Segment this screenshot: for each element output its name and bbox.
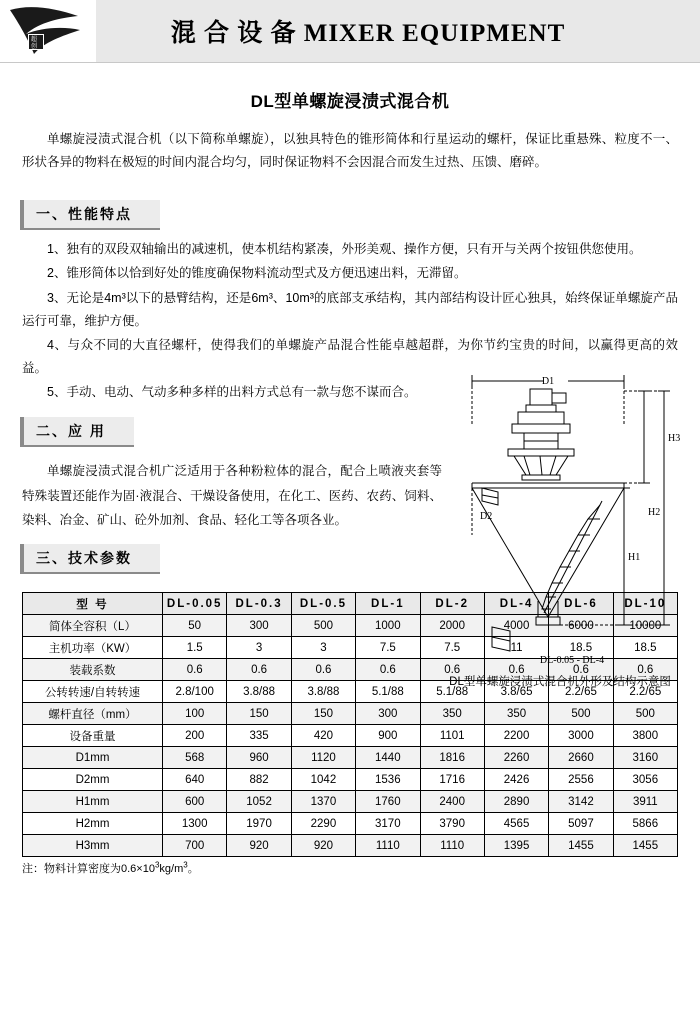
- table-cell: 1970: [227, 813, 291, 835]
- table-cell: 3800: [613, 725, 677, 747]
- table-header-cell: DL-4: [484, 593, 548, 615]
- table-cell: 0.6: [227, 659, 291, 681]
- row-label: 主机功率（KW）: [23, 637, 163, 659]
- table-cell: 335: [227, 725, 291, 747]
- table-cell: 7.5: [420, 637, 484, 659]
- page-title: DL型单螺旋浸渍式混合机: [250, 92, 450, 111]
- table-cell: 1042: [291, 769, 355, 791]
- table-cell: 2260: [484, 747, 548, 769]
- table-cell: 350: [420, 703, 484, 725]
- table-cell: 3: [291, 637, 355, 659]
- table-cell: 700: [163, 835, 227, 857]
- table-cell: 0.6: [356, 659, 420, 681]
- table-cell: 0.6: [613, 659, 677, 681]
- table-cell: 4565: [484, 813, 548, 835]
- table-cell: 500: [613, 703, 677, 725]
- section-heading-application: 二、应 用: [20, 417, 134, 447]
- table-cell: 150: [227, 703, 291, 725]
- row-label: 装载系数: [23, 659, 163, 681]
- table-cell: 1000: [356, 615, 420, 637]
- table-cell: 1716: [420, 769, 484, 791]
- table-cell: 3911: [613, 791, 677, 813]
- table-header-cell: DL-0.5: [291, 593, 355, 615]
- dimension-label-d1: D1: [541, 376, 555, 387]
- table-cell: 3.8/88: [227, 681, 291, 703]
- table-cell: 2400: [420, 791, 484, 813]
- header-title: 混 合 设 备 MIXER EQUIPMENT: [170, 20, 566, 47]
- table-cell: 0.6: [484, 659, 548, 681]
- diagram-model-range: DL-0.05 - DL-4: [539, 655, 605, 666]
- table-cell: 568: [163, 747, 227, 769]
- table-cell: 5.1/88: [420, 681, 484, 703]
- table-cell: 1455: [613, 835, 677, 857]
- row-label: 公转转速/自转转速: [23, 681, 163, 703]
- table-cell: 920: [291, 835, 355, 857]
- table-cell: 2200: [484, 725, 548, 747]
- table-cell: 4000: [484, 615, 548, 637]
- company-logo: [0, 0, 96, 62]
- table-row: [23, 747, 678, 769]
- table-cell: 3: [227, 637, 291, 659]
- table-cell: 500: [291, 615, 355, 637]
- row-label: D1mm: [23, 747, 163, 769]
- table-cell: 150: [291, 703, 355, 725]
- table-cell: 50: [163, 615, 227, 637]
- list-item: 3、无论是4m³以下的悬臂结构，还是6m³、10m³的底部支承结构，其内部结构设计匠心独具，始终保证单螺旋产品运行可靠，维护方便。: [22, 290, 678, 328]
- intro-paragraph: 单螺旋浸渍式混合机（以下简称单螺旋），以独具特色的锥形简体和行星运动的螺杆，保证比重悬殊、粒度不一、形状各异的物料在极短的时间内混合均匀，同时保证物料不会因混合而发生过热、压馈、磨碎。: [22, 132, 678, 170]
- table-cell: 3056: [613, 769, 677, 791]
- table-cell: 0.6: [420, 659, 484, 681]
- table-header-cell: DL-1: [356, 593, 420, 615]
- table-cell: 1760: [356, 791, 420, 813]
- table-row: [23, 835, 678, 857]
- table-cell: 350: [484, 703, 548, 725]
- row-label: 简体全容积（L）: [23, 615, 163, 637]
- table-cell: 2290: [291, 813, 355, 835]
- table-cell: 3000: [549, 725, 613, 747]
- table-cell: 1300: [163, 813, 227, 835]
- table-header-cell: DL-2: [420, 593, 484, 615]
- section-heading-parameters: 三、技术参数: [20, 544, 160, 574]
- table-cell: 1455: [549, 835, 613, 857]
- svg-text:超: 超: [31, 37, 38, 43]
- table-cell: 300: [227, 615, 291, 637]
- table-cell: 5097: [549, 813, 613, 835]
- table-cell: 2000: [420, 615, 484, 637]
- row-label: H2mm: [23, 813, 163, 835]
- table-row: [23, 813, 678, 835]
- table-cell: 1052: [227, 791, 291, 813]
- page-header: [0, 0, 700, 63]
- svg-text:创: 创: [31, 44, 38, 50]
- table-cell: 640: [163, 769, 227, 791]
- table-cell: 0.6: [163, 659, 227, 681]
- table-cell: 1370: [291, 791, 355, 813]
- table-header-cell: DL-10: [613, 593, 677, 615]
- table-cell: 420: [291, 725, 355, 747]
- table-cell: 5.1/88: [356, 681, 420, 703]
- table-header-cell: DL-0.05: [163, 593, 227, 615]
- table-cell: 1120: [291, 747, 355, 769]
- table-cell: 960: [227, 747, 291, 769]
- table-cell: 1816: [420, 747, 484, 769]
- table-cell: 1536: [356, 769, 420, 791]
- note-exponent: 3: [154, 860, 160, 870]
- diagram-caption: DL型单螺旋浸渍式混合机外形及结构示意图: [449, 676, 671, 688]
- table-cell: 2890: [484, 791, 548, 813]
- table-cell: 3170: [356, 813, 420, 835]
- table-cell: 1440: [356, 747, 420, 769]
- table-cell: 0.6: [549, 659, 613, 681]
- table-cell: 2.2/65: [549, 681, 613, 703]
- table-cell: 3.8/65: [484, 681, 548, 703]
- row-label: H1mm: [23, 791, 163, 813]
- table-header-cell: 型 号: [23, 593, 163, 615]
- table-cell: 18.5: [613, 637, 677, 659]
- row-label: H3mm: [23, 835, 163, 857]
- table-cell: 0.6: [291, 659, 355, 681]
- application-paragraph: 单螺旋浸渍式混合机广泛适用于各种粉粒体的混合，配合上喷液夹套等特殊装置还能作为固·液混合、干燥设备使用，在化工、医药、农药、饲料、染料、冶金、矿山、砼外加剂、食品、轻化工等各项各业。: [22, 464, 442, 527]
- table-cell: 3790: [420, 813, 484, 835]
- table-cell: 2660: [549, 747, 613, 769]
- table-row: [23, 791, 678, 813]
- note-end: 。: [187, 863, 199, 876]
- table-cell: 2.8/100: [163, 681, 227, 703]
- note-suffix: kg/m: [159, 863, 184, 876]
- table-cell: 200: [163, 725, 227, 747]
- table-header-cell: DL-0.3: [227, 593, 291, 615]
- table-cell: 2426: [484, 769, 548, 791]
- table-cell: 600: [163, 791, 227, 813]
- table-cell: 920: [227, 835, 291, 857]
- table-cell: 11: [484, 637, 548, 659]
- table-cell: 100: [163, 703, 227, 725]
- table-header-cell: DL-6: [549, 593, 613, 615]
- table-cell: 3.8/88: [291, 681, 355, 703]
- machine-diagram: [452, 355, 692, 685]
- list-item: 1、独有的双段双轴输出的减速机，使本机结构紧凑，外形美观、操作方便，只有开与关两个按钮供您使用。: [47, 242, 642, 257]
- dimension-label-h3: H3: [668, 433, 681, 444]
- table-cell: 3142: [549, 791, 613, 813]
- table-cell: 1101: [420, 725, 484, 747]
- row-label: 螺杆直径（mm）: [23, 703, 163, 725]
- dimension-label-d2: D2: [480, 511, 493, 522]
- machine-diagram-svg: [452, 355, 692, 685]
- table-row: [23, 703, 678, 725]
- table-cell: 2556: [549, 769, 613, 791]
- table-cell: 500: [549, 703, 613, 725]
- table-cell: 7.5: [356, 637, 420, 659]
- table-cell: 6000: [549, 615, 613, 637]
- table-cell: 300: [356, 703, 420, 725]
- table-cell: 5866: [613, 813, 677, 835]
- table-cell: 10000: [613, 615, 677, 637]
- table-cell: 900: [356, 725, 420, 747]
- note-prefix: 注：物料计算密度为0.6×10: [22, 863, 155, 876]
- row-label: 设备重量: [23, 725, 163, 747]
- list-item: 2、锥形简体以恰到好处的锥度确保物料流动型式及方便迅速出料，无滞留。: [47, 266, 467, 281]
- table-cell: 1110: [356, 835, 420, 857]
- table-note: [22, 860, 678, 876]
- table-row: [23, 769, 678, 791]
- table-cell: 882: [227, 769, 291, 791]
- list-item: 5、手动、电动、气动多种多样的出料方式总有一款与您不谋而合。: [47, 385, 417, 399]
- table-cell: 1.5: [163, 637, 227, 659]
- logo-mark: [0, 0, 96, 62]
- table-cell: 3160: [613, 747, 677, 769]
- row-label: D2mm: [23, 769, 163, 791]
- list-item: 4、与众不同的大直径螺杆，使得我们的单螺旋产品混合性能卓越超群，为你节约宝贵的时间，以赢得更高的效益。: [22, 337, 678, 375]
- section-heading-performance: 一、性能特点: [20, 200, 160, 230]
- table-cell: 18.5: [549, 637, 613, 659]
- table-cell: 1110: [420, 835, 484, 857]
- dimension-label-h2: H2: [648, 507, 661, 518]
- table-row: [23, 725, 678, 747]
- table-cell: 1395: [484, 835, 548, 857]
- table-cell: 2.2/65: [613, 681, 677, 703]
- note-exponent-2: 3: [183, 860, 188, 870]
- dimension-label-h1: H1: [628, 552, 641, 563]
